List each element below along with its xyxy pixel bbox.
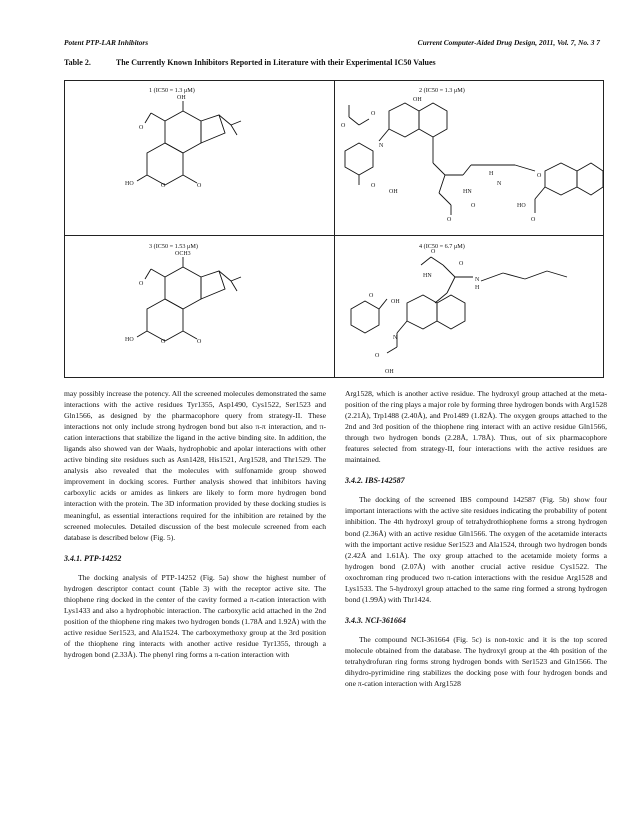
- atom-label: O: [371, 183, 376, 189]
- atom-label: O: [197, 183, 202, 189]
- atom-label: O: [371, 111, 376, 117]
- compound-label-1: 1 (IC50 = 1.3 μM): [149, 87, 195, 94]
- body-column-right: [345, 388, 607, 689]
- structures-table: [64, 80, 604, 378]
- structure-cell-3: [65, 237, 335, 387]
- atom-label: HO: [125, 337, 134, 343]
- atom-label: HN: [423, 273, 432, 279]
- body-column-left: [64, 388, 326, 660]
- running-header-journal: Current Computer-Aided Drug Design, 2011, Vol. 7, No. 3 7: [417, 38, 600, 47]
- atom-label: H: [475, 285, 480, 291]
- section-heading: 3.4.2. IBS-142587: [345, 476, 405, 486]
- atom-label: O: [161, 339, 166, 345]
- atom-label: HO: [517, 203, 526, 209]
- atom-label: O: [447, 217, 452, 223]
- atom-label: O: [197, 339, 202, 345]
- atom-label: O: [341, 123, 346, 129]
- atom-label: O: [139, 281, 144, 287]
- atom-label: OH: [413, 97, 422, 103]
- structure-1-drawing: [65, 81, 335, 231]
- atom-label: O: [161, 183, 166, 189]
- paragraph: Arg1528, which is another active residue. The hydroxyl group attached at the meta-position of the ring plays a major role by forming three hydrogen bonds with Arg1528 (2.21Å), Trp1488 (2.40Å), and Pro1489 (1.82Å). The oxygen groups attached to the 2nd and 3rd position of the thiophene ring interact with an active residue Gln1566, through two hydrogen bonds (2.28Å, 1.78Å). Thus, out of six pharmacophore features selected from strategy-II, four interactions with the active residues are maintained.: [345, 389, 607, 465]
- paragraph: The compound NCI-361664 (Fig. 5c) is non-toxic and it is the top scored molecule obtained from the database. The hydroxyl group at the 4th position of the tetrahydrofuran ring forms strong hydrogen bonds with Ser1523 and Gln1566. The dihydro-pyrimidine ring stabilizes the docking pose with four hydrogen bonds and one π-cation interaction with Arg1528: [345, 634, 607, 689]
- atom-label: OCH3: [175, 251, 191, 257]
- atom-label: O: [531, 217, 536, 223]
- structure-cell-4: [335, 237, 605, 387]
- structure-4-drawing: [335, 237, 605, 379]
- atom-label: O: [537, 173, 542, 179]
- atom-label: H: [489, 171, 494, 177]
- compound-label-4: 4 (IC50 = 6.7 μM): [419, 243, 465, 250]
- atom-label: HO: [125, 181, 134, 187]
- structure-cell-1: [65, 81, 335, 231]
- running-header-title: Potent PTP-LAR Inhibitors: [64, 38, 149, 47]
- table-caption: [64, 58, 604, 67]
- table-divider-horizontal: [65, 235, 603, 236]
- section-heading: 3.4.1. PTP-14252: [64, 553, 122, 563]
- table-label: Table 2.: [64, 58, 91, 67]
- atom-label: OH: [389, 189, 398, 195]
- structure-2-drawing: [335, 81, 605, 235]
- atom-label: O: [139, 125, 144, 131]
- atom-label: O: [471, 203, 476, 209]
- compound-label-2: 2 (IC50 = 1.3 μM): [419, 87, 465, 94]
- section-heading: 3.4.3. NCI-361664: [345, 615, 406, 625]
- structure-3-drawing: [65, 237, 335, 379]
- atom-label: N: [497, 181, 502, 187]
- atom-label: N: [393, 335, 398, 341]
- atom-label: O: [459, 261, 464, 267]
- atom-label: HN: [463, 189, 472, 195]
- atom-label: OH: [177, 95, 186, 101]
- atom-label: OH: [385, 369, 394, 375]
- atom-label: N: [379, 143, 384, 149]
- table-title: The Currently Known Inhibitors Reported in Literature with their Experimental IC50 Values: [115, 58, 436, 67]
- structure-cell-2: [335, 81, 605, 231]
- atom-label: OH: [391, 299, 400, 305]
- atom-label: O: [369, 293, 374, 299]
- paragraph: The docking analysis of PTP-14252 (Fig. 5a) show the highest number of hydrogen descriptor contact count (Table 3) with the receptor active site. The thiophene ring docked in the center of the cavity formed a π-cation interaction with Lys1433 and also a hydrophobic interaction. The carboxylic acid attached in the 2nd position of the thiophene ring makes two hydrogen bonds (1.78Å and 1.92Å) with the active residue Ser1523, and Ala1524. The carboxymethoxy group at the 3rd position of the thiophene ring interacts with another active residue Tyr1355, through a hydrogen bond (2.33Å). The phenyl ring forms a π-cation interaction with: [64, 572, 326, 660]
- paragraph: The docking of the screened IBS compound 142587 (Fig. 5b) show four important interactions with the active site residues indicating the probability of potent inhibition. The 4th hydroxyl group of tetrahydrothiophene forms a strong hydrogen bond (2.36Å) with an active residue Gln1566. The oxygen of the acetamide interacts with the important active residue Ser1523 and Ala1524, through two hydrogen bonds (2.42Å and 1.61Å). The oxy group attached to the acetamide moiety forms a hydrogen bond (2.07Å) with another crucial active residue Cys1522. The oxochroman ring produced two π-cation interactions with the residue Arg1528 and Lys1533. The 5-hydroxyl group attached to the same ring formed a strong hydrogen bond (1.99Å) with Thr1424.: [345, 495, 607, 604]
- atom-label: N: [475, 277, 480, 283]
- paragraph: may possibly increase the potency. All the screened molecules demonstrated the same interactions with the active residues Tyr1355, Asp1490, Cys1522, Ser1523 and Gln1566, as designed by the pharmacophore query from strategy-II. These interactions not only include strong hydrogen bond but also π-π interaction, and π-cation interactions that stabilize the ligand in the active binding site. In addition, the ligands also showed van der Waals, hydrophobic and apolar interactions with other active binding site residues such as Asn1428, His1521, Arg1528, and Thr1529. The analysis also revealed that the molecules with sulfonamide group showed improvement in docking scores. Further analysis showed that inhibitors having carboxylic acids or amides as linkers are likely to form more hydrogen bond interaction with the protein. The 3D information provided by these docking studies is meaningful, as essential interactions required for the inhibition are retained by the screened molecules. Detailed discussion of the best molecule screened from each database is described below (Fig. 5).: [64, 389, 326, 542]
- atom-label: O: [375, 353, 380, 359]
- atom-label: O: [431, 249, 436, 255]
- compound-label-3: 3 (IC50 = 1.53 μM): [149, 243, 198, 250]
